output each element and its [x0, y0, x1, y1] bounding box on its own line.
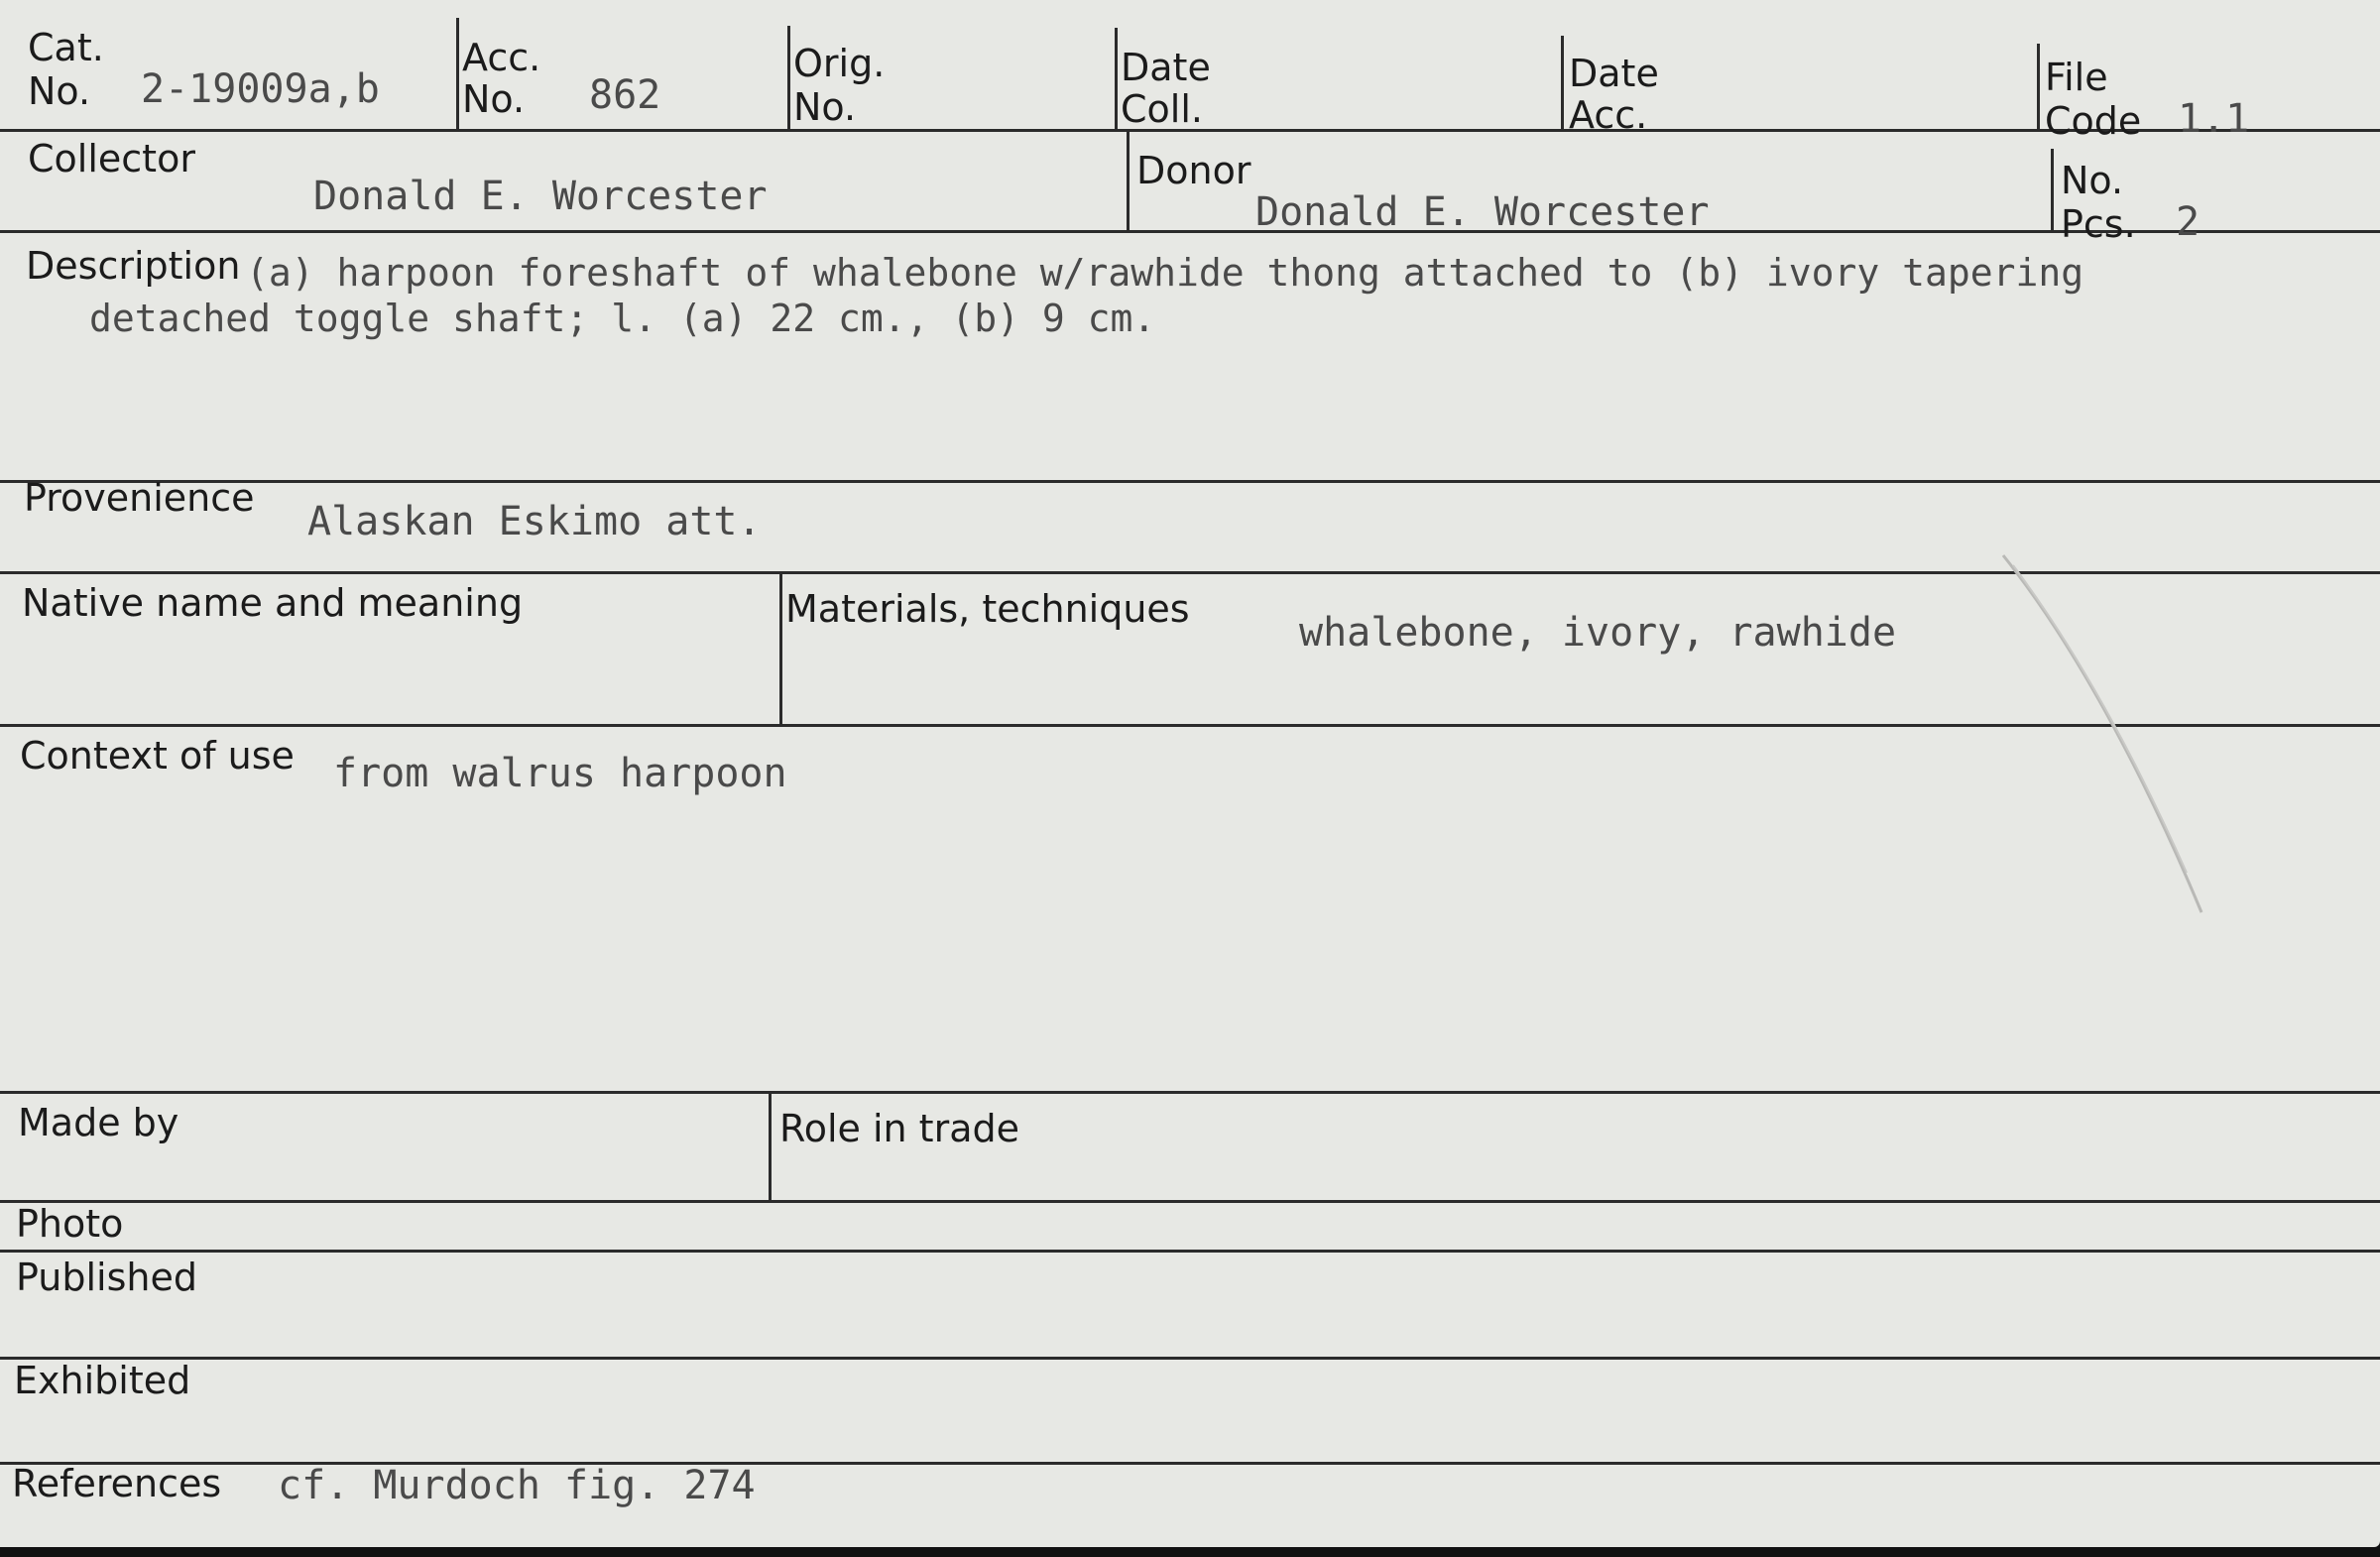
rule-v-native	[779, 571, 782, 724]
rule-v-donor	[2051, 149, 2054, 230]
orig-label-line1: Orig.	[793, 42, 886, 85]
rule-v-acc	[787, 26, 790, 129]
cat-label-line1: Cat.	[28, 26, 104, 69]
date-acc-label-line2: Acc.	[1569, 93, 1648, 137]
cat-number-value: 2-19009a,b	[141, 66, 380, 112]
donor-value: Donald E. Worcester	[1255, 189, 1710, 235]
cat-label-line2: No.	[28, 69, 91, 113]
rule-published-bottom	[0, 1357, 2380, 1360]
provenience-label: Provenience	[24, 476, 255, 520]
pcs-value: 2	[2176, 199, 2201, 245]
file-code-label-line1: File	[2045, 56, 2108, 99]
rule-collector-bottom	[0, 230, 2380, 233]
orig-label-line2: No.	[793, 85, 857, 129]
rule-v-cat	[456, 18, 459, 129]
donor-label: Donor	[1136, 149, 1251, 192]
acc-number-value: 862	[589, 72, 661, 118]
exhibited-label: Exhibited	[14, 1359, 191, 1402]
collector-label: Collector	[28, 137, 195, 180]
date-coll-label-line2: Coll.	[1121, 87, 1203, 131]
rule-v-datecoll	[1561, 36, 1564, 129]
provenience-value: Alaskan Eskimo att.	[307, 499, 762, 544]
file-code-label-line2: Code	[2045, 99, 2142, 143]
context-of-use-label: Context of use	[20, 734, 295, 778]
materials-label: Materials, techniques	[785, 587, 1190, 631]
published-label: Published	[16, 1256, 197, 1299]
rule-v-orig	[1115, 28, 1118, 129]
pcs-label-line1: No.	[2061, 159, 2124, 202]
references-label: References	[12, 1462, 222, 1505]
rule-photo-bottom	[0, 1250, 2380, 1253]
pencil-mark	[1884, 536, 2261, 932]
description-label: Description	[26, 244, 241, 288]
description-line-2: detached toggle shaft; l. (a) 22 cm., (b) 9 cm.	[89, 297, 1156, 340]
rule-v-madeby	[769, 1091, 772, 1200]
collector-value: Donald E. Worcester	[313, 174, 768, 219]
pcs-label-line2: Pcs.	[2061, 202, 2136, 246]
date-acc-label-line1: Date	[1569, 52, 1659, 95]
role-in-trade-label: Role in trade	[779, 1107, 1019, 1150]
made-by-label: Made by	[18, 1101, 179, 1144]
rule-madeby-bottom	[0, 1200, 2380, 1203]
materials-value: whalebone, ivory, rawhide	[1299, 610, 1897, 656]
date-coll-label-line1: Date	[1121, 46, 1211, 89]
references-value: cf. Murdoch fig. 274	[278, 1463, 756, 1508]
acc-label-line1: Acc.	[462, 36, 541, 79]
context-of-use-value: from walrus harpoon	[333, 751, 787, 796]
rule-description-bottom	[0, 480, 2380, 483]
rule-context-bottom	[0, 1091, 2380, 1094]
rule-v-collector	[1127, 129, 1130, 230]
acc-label-line2: No.	[462, 77, 526, 121]
native-name-label: Native name and meaning	[22, 581, 524, 625]
description-line-1: (a) harpoon foreshaft of whalebone w/rawhide thong attached to (b) ivory tapering	[246, 251, 2084, 295]
file-code-value: 1.1	[2178, 96, 2250, 142]
scan-border	[0, 1547, 2380, 1557]
rule-v-dateacc	[2037, 44, 2040, 129]
photo-label: Photo	[16, 1202, 124, 1246]
